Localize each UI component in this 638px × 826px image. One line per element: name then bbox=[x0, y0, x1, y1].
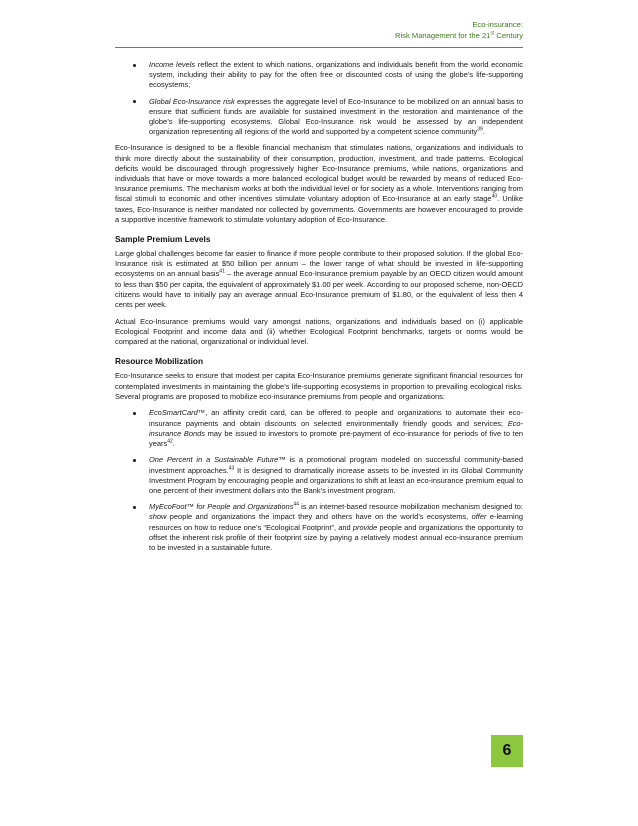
paragraph-resource: Eco-Insurance seeks to ensure that modest per capita Eco-Insurance premiums generate significant financial resources for contemplated investments in maintaining the globe’s life-supporting ecosystems in proportion to prevailing ecological risks. Several programs are proposed to mobilize eco-insurance premiums from people and organizations: bbox=[115, 371, 523, 401]
list-item bbox=[115, 502, 523, 553]
term-one-percent: One Percent in a Sustainable Future™ bbox=[149, 455, 286, 465]
footnote-ref: 44 bbox=[293, 501, 299, 508]
bullet-text: reflect the extent to which nations, organizations and individuals benefit from the world economic system, including their ability to pay for the often free or discounted costs of using the globe’s life-supporting ecosystems; bbox=[149, 60, 523, 90]
section-heading-premium: Sample Premium Levels bbox=[115, 234, 211, 245]
term-show: show bbox=[149, 512, 167, 522]
bullet-text: is an internet-based resource mobilization mechanism designed to: bbox=[298, 502, 524, 512]
paragraph-premium bbox=[115, 249, 523, 310]
bullet-text-end: . bbox=[172, 439, 175, 449]
header-rule bbox=[115, 47, 523, 48]
bullet-text: people and organizations the impact they and others have on the world’s ecosystems, bbox=[166, 512, 472, 522]
section-heading-resource: Resource Mobilization bbox=[115, 356, 204, 367]
page-content bbox=[115, 60, 523, 559]
term-income-levels: Income levels bbox=[149, 60, 196, 69]
paragraph-text: Eco-Insurance is designed to be a flexible financial mechanism that stimulates nations, organizations and individuals to think more directly about the sustainability of their consumption, production, investment, and trade patterns. Ecological deficits would be discouraged through progressively higher Eco-Insurance premiums, while nations, organizations and individuals that have or move towards a more balanced ecological budget would be rewarded by means of reduced Eco-Insurance premiums. The mechanism works at both the individual level or for society as a whole. Interventions ranging from fiscal stimuli to economic and other incentives stimulate voluntary adoption of Eco-Insurance at an early stage bbox=[115, 143, 523, 204]
bullet-text: people and organizations the opportunity to offset the inherent risk profile of their footprint size by paying a relatively modest annual eco-insurance premium to be invested in a sustainable future. bbox=[149, 522, 523, 552]
bullet-text-end: . bbox=[482, 127, 485, 137]
list-item bbox=[115, 97, 523, 138]
bullet-text: e-learning resources on how to reduce one’s “Ecological Footprint”, and bbox=[149, 512, 523, 532]
footnote-ref: 40 bbox=[491, 193, 498, 200]
header-line-2 bbox=[395, 31, 523, 42]
bullet-text: It is designed to dramatically increase assets to be invested in its Global Community Investment Program by encouraging people and organizations to shift at least an eco-insurance premium equal to one percent of their investment dollars into the Bank’s investment program. bbox=[149, 465, 524, 495]
bullet-list-top bbox=[115, 60, 523, 137]
bullet-text: may be issued to investors to promote pre-payment of eco-insurance for periods of five to ten years bbox=[149, 428, 524, 449]
page-number: 6 bbox=[491, 735, 523, 767]
term-myecofoot: MyEcoFoot™ for People and Organizations bbox=[149, 502, 294, 512]
term-provide: provide bbox=[352, 522, 378, 532]
bullet-text: is a promotional program modeled on successful community-based investment approaches. bbox=[149, 455, 523, 475]
bullet-text: , an affinity credit card, can be offered to people and organizations to automate their eco-insurance payments and obtain discounts on selected environmentally friendly goods and services; bbox=[149, 408, 523, 428]
list-item bbox=[115, 455, 523, 496]
list-item bbox=[115, 60, 523, 91]
footnote-ref: 42 bbox=[167, 438, 173, 445]
header-line-2-sup: st bbox=[490, 29, 495, 36]
term-ecosmartcard: EcoSmartCard™ bbox=[149, 408, 206, 418]
paragraph-actual-premiums: Actual Eco-Insurance premiums would vary amongst nations, organizations and individuals based on (i) applicable Ecological Footprint and income data and (ii) whether Ecological Footprint benchmarks, targets or norms would be compared at the national, organizational or individual level. bbox=[115, 316, 523, 347]
header-line-2-prefix: Risk Management for the 21 bbox=[395, 30, 491, 40]
term-offer: offer bbox=[471, 512, 487, 522]
paragraph-design bbox=[115, 143, 523, 225]
header-line-2-suffix: Century bbox=[494, 30, 523, 40]
paragraph-text: . Unlike taxes, Eco-Insurance is neither mandated nor collected by governments. Governments are however encouraged to provide a supportive incentive framework to stimulate voluntary adoption of Eco-Insurance. bbox=[115, 194, 523, 224]
term-eco-bonds: Eco-insurance Bonds bbox=[149, 418, 523, 438]
footnote-ref: 39 bbox=[477, 126, 483, 133]
footnote-ref: 41 bbox=[219, 268, 225, 275]
list-item bbox=[115, 408, 523, 449]
header-line-1: Eco-insurance: bbox=[472, 20, 523, 29]
paragraph-text: Large global challenges become far easier to finance if more people contribute to their proposed solution. If the global Eco-Insurance risk is estimated at $50 billion per annum – the lower range of what should be invested in life-supporting ecosystems on an annual basis bbox=[115, 249, 523, 279]
bullet-text: expresses the aggregate level of Eco-Insurance to be mobilized on an annual basis to ensure that sufficient funds are available for sustained investment in the restoration and maintenance of the globe’s life-supporting ecosystems. Global Eco-Insurance risk would be assessed by an independent organization representing all regions of the world and supported by a competent science community bbox=[149, 96, 523, 137]
footnote-ref: 43 bbox=[228, 465, 235, 472]
running-header bbox=[395, 20, 523, 41]
bullet-list-programs bbox=[115, 408, 523, 553]
paragraph-text: – the average annual Eco-Insurance premium payable by an OECD citizen would amount to less than $50 per capita, the equivalent of approximately $1.00 per week. According to our proposed scheme, non-OECD citizens would have to initially pay an average annual Eco-Insurance premium of $1.80, or the equivalent of less then 4 cents per week. bbox=[115, 269, 523, 310]
term-global-risk: Global Eco-Insurance risk bbox=[149, 96, 235, 106]
